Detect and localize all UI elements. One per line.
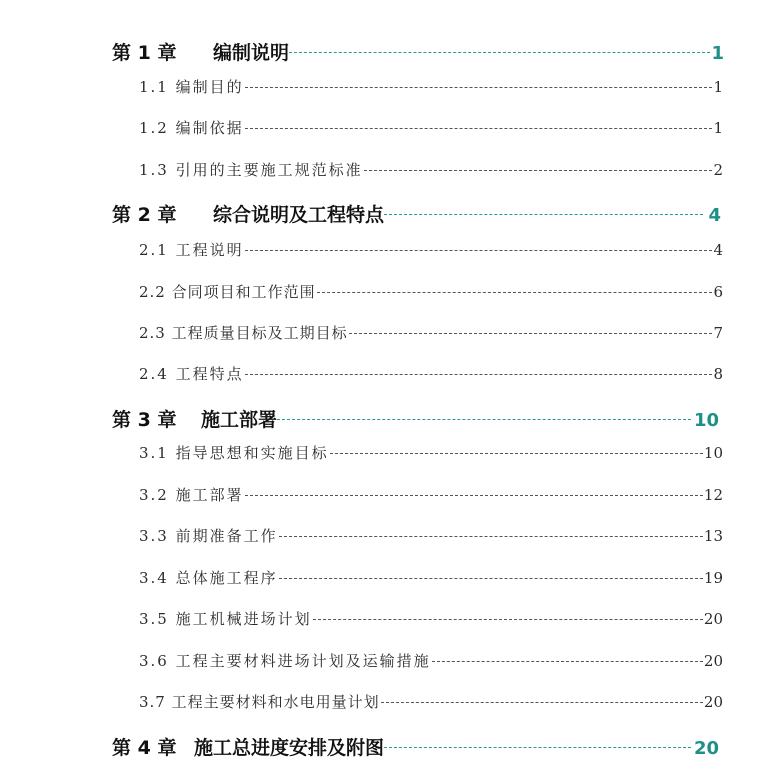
toc-section-1-1[interactable] <box>139 76 723 97</box>
section-title: 2.3 工程质量目标及工期目标 <box>139 324 348 342</box>
chapter-title: 综合说明及工程特点 <box>213 204 385 226</box>
toc-chapter-4[interactable] <box>112 733 724 760</box>
section-title: 1.2 编制依据 <box>139 119 244 137</box>
section-title: 3.2 施工部署 <box>139 486 244 504</box>
page-number: 20 <box>703 610 723 628</box>
chapter-title: 施工总进度安排及附图 <box>194 737 385 759</box>
dot-leader <box>245 87 713 88</box>
page-number: 1 <box>713 78 723 96</box>
page-number: 8 <box>713 365 723 383</box>
toc-section-3-2[interactable] <box>139 484 723 505</box>
dot-leader <box>245 495 703 496</box>
page-number: 19 <box>703 569 723 587</box>
section-title: 3.1 指导思想和实施目标 <box>139 444 329 462</box>
page-number: 12 <box>703 486 723 504</box>
toc-section-1-3[interactable] <box>139 159 723 180</box>
toc-section-1-2[interactable] <box>139 117 723 138</box>
dot-leader <box>289 52 710 53</box>
page-number: 2 <box>713 161 723 179</box>
page-number: 4 <box>708 205 721 226</box>
page-number: 6 <box>713 283 723 301</box>
section-title: 3.7 工程主要材料和水电用量计划 <box>139 693 380 711</box>
section-title: 3.5 施工机械进场计划 <box>139 610 312 628</box>
dot-leader <box>364 170 713 171</box>
toc-section-2-1[interactable] <box>139 239 723 260</box>
section-title: 2.2 合同项目和工作范围 <box>139 283 316 301</box>
dot-leader <box>277 419 691 420</box>
toc-section-3-4[interactable] <box>139 567 723 588</box>
chapter-title: 施工部署 <box>201 409 278 431</box>
toc-chapter-2[interactable] <box>112 200 724 227</box>
section-title: 2.4 工程特点 <box>139 365 244 383</box>
dot-leader <box>279 578 703 579</box>
dot-leader <box>381 702 703 703</box>
dot-leader <box>317 292 713 293</box>
chapter-number: 第 4 章 <box>112 737 177 759</box>
section-title: 1.3 引用的主要施工规范标准 <box>139 161 363 179</box>
toc-section-3-6[interactable] <box>139 650 723 671</box>
page-number: 1 <box>713 119 723 137</box>
page-number: 4 <box>713 241 723 259</box>
toc-section-2-2[interactable] <box>139 281 723 302</box>
page-number: 10 <box>693 410 719 431</box>
section-title: 2.1 工程说明 <box>139 241 244 259</box>
dot-leader <box>432 661 703 662</box>
dot-leader <box>313 619 703 620</box>
page-number: 7 <box>713 324 723 342</box>
toc-section-3-5[interactable] <box>139 608 723 629</box>
chapter-title: 编制说明 <box>213 42 290 64</box>
dot-leader <box>384 214 703 215</box>
page-number: 13 <box>703 527 723 545</box>
toc-chapter-3[interactable] <box>112 405 724 432</box>
toc-section-3-1[interactable] <box>139 442 723 463</box>
chapter-number: 第 2 章 <box>112 204 177 226</box>
page-number: 1 <box>711 43 724 64</box>
toc-section-2-3[interactable] <box>139 322 723 343</box>
dot-leader <box>279 536 703 537</box>
toc-section-3-7[interactable] <box>139 691 723 712</box>
dot-leader <box>245 128 713 129</box>
page-number: 10 <box>703 444 723 462</box>
section-title: 1.1 编制目的 <box>139 78 244 96</box>
page-number: 20 <box>703 652 723 670</box>
chapter-number: 第 3 章 <box>112 409 177 431</box>
chapter-number: 第 1 章 <box>112 42 177 64</box>
dot-leader <box>245 250 713 251</box>
dot-leader <box>245 374 713 375</box>
page-number: 20 <box>693 738 719 759</box>
dot-leader <box>384 747 691 748</box>
section-title: 3.3 前期准备工作 <box>139 527 278 545</box>
section-title: 3.6 工程主要材料进场计划及运输措施 <box>139 652 431 670</box>
page-number: 20 <box>703 693 723 711</box>
toc-section-2-4[interactable] <box>139 363 723 384</box>
toc-section-3-3[interactable] <box>139 525 723 546</box>
section-title: 3.4 总体施工程序 <box>139 569 278 587</box>
toc-chapter-1[interactable] <box>112 38 724 65</box>
dot-leader <box>349 333 713 334</box>
dot-leader <box>330 453 703 454</box>
